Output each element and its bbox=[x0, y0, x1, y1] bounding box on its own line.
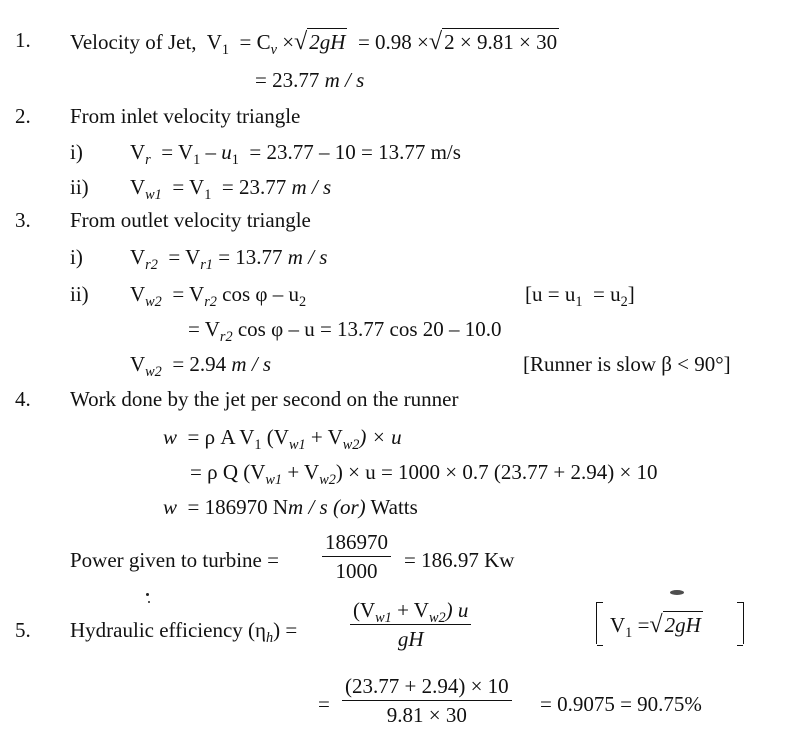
inlet-relative-velocity: $V_r = V_1 - u_1 = 23.77 - 10 = 13.77$ m/s bbox=[130, 140, 461, 168]
ink-smudge bbox=[670, 590, 684, 595]
item-number-2: 2. bbox=[15, 104, 31, 128]
scan-speck bbox=[148, 601, 150, 603]
work-done-formula: w = ρ A $V_1$ $(V_{w1} + V_{w2}) \times u$ bbox=[163, 425, 402, 453]
work-done-heading: Work done by the jet per second on the runner bbox=[70, 387, 459, 411]
item-number-3: 3. bbox=[15, 208, 31, 232]
runner-slow-note: [Runner is slow β < 90°] bbox=[523, 352, 731, 376]
efficiency-fraction bbox=[350, 600, 471, 650]
outlet-triangle-heading: From outlet velocity triangle bbox=[70, 208, 311, 232]
outlet-whirl-velocity: $V_{w2} = V_{r2}$ cos φ – $u_2$ bbox=[130, 282, 307, 310]
inlet-sub-ii-label: ii) bbox=[70, 175, 89, 199]
outlet-sub-i-label: i) bbox=[70, 245, 83, 269]
work-done-result: w = 186970 Nm / s (or) Watts bbox=[163, 495, 418, 519]
power-result: = 186.97 Kw bbox=[404, 548, 515, 572]
item-number-1: 1. bbox=[15, 28, 31, 52]
efficiency-substitution-fraction bbox=[342, 676, 512, 726]
efficiency-equals: = bbox=[318, 692, 330, 716]
efficiency-result: = 0.9075 = 90.75% bbox=[540, 692, 702, 716]
sqrt-numeric: √2 × 9.81 × 30 bbox=[428, 28, 558, 55]
work-done-substitution: = ρ Q $(V_{w1} + V_{w2}) \times u = 1000 \times 0.7$ (23.77 + 2.94) × 10 bbox=[190, 460, 658, 488]
item-number-4: 4. bbox=[15, 387, 31, 411]
inlet-triangle-heading: From inlet velocity triangle bbox=[70, 104, 301, 128]
item-number-5: 5. bbox=[15, 618, 31, 642]
sqrt-2gh: √2gH bbox=[294, 28, 346, 55]
power-fraction bbox=[322, 532, 391, 582]
scan-speck bbox=[146, 593, 149, 596]
inlet-sub-i-label: i) bbox=[70, 140, 83, 164]
efficiency-substitution-numerator: (23.77 + 2.94) × 10 bbox=[342, 676, 512, 701]
power-denominator: 1000 bbox=[335, 559, 378, 583]
outlet-relative-velocity: $V_{r2} = V_{r1} = 13.77$ m / s bbox=[130, 245, 328, 273]
velocity-of-jet-equation: Velocity of Jet, $V_1 = C_v \times√2gH = 0.98 \times√2 \times 9.81 \times 30$ bbox=[70, 28, 558, 58]
power-numerator: 186970 bbox=[322, 532, 391, 557]
outlet-whirl-substitution: = $V_{r2}$ cos φ – u = 13.77 cos 20 – 10.0 bbox=[188, 317, 502, 345]
blade-speed-note: $[u = u_1 = u_2]$ bbox=[525, 282, 635, 310]
power-label: Power given to turbine = bbox=[70, 548, 279, 572]
efficiency-substitution-denominator: 9.81 × 30 bbox=[386, 703, 467, 727]
velocity-of-jet-result: = 23.77 m / s bbox=[255, 68, 365, 92]
sqrt-2gh-bracket: √2gH bbox=[649, 611, 701, 638]
outlet-sub-ii-label: ii) bbox=[70, 282, 89, 306]
efficiency-numerator: $(V_{w1} + V_{w2})$ u bbox=[350, 600, 471, 625]
efficiency-denominator: gH bbox=[397, 627, 424, 651]
outlet-whirl-result: $V_{w2} = 2.94$ m / s bbox=[130, 352, 272, 380]
hydraulic-efficiency-label: Hydraulic efficiency $(\eta_h)$ = bbox=[70, 618, 298, 646]
jet-velocity-bracket-content: $V_1 =√2gH$ bbox=[610, 611, 701, 641]
inlet-whirl-velocity: $V_{w1} = V_1 = 23.77$ m / s bbox=[130, 175, 332, 203]
